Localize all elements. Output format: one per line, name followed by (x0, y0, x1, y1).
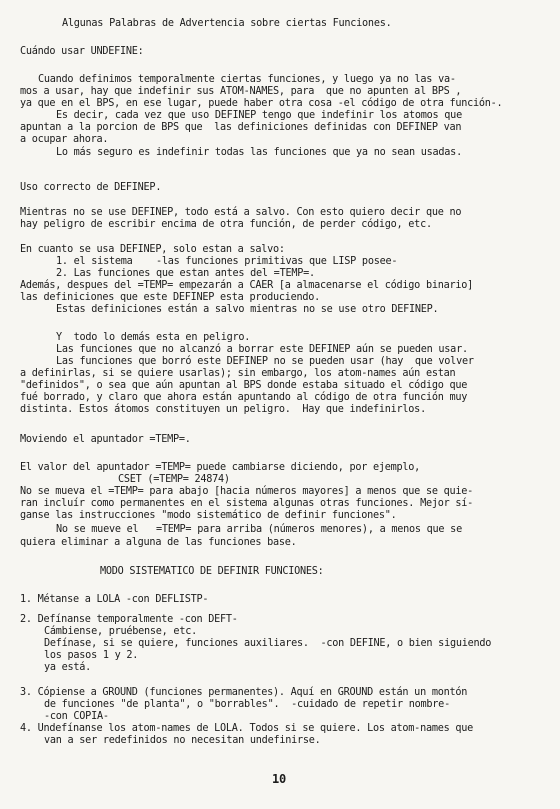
list-item-line: Defínase, si se quiere, funciones auxiliares. -con DEFINE, o bien siguiendo (44, 638, 492, 649)
list-item-line: van a ser redefinidos no necesitan undefinirse. (44, 735, 321, 746)
code-line: CSET (=TEMP= 24874) (118, 474, 230, 485)
list-item: 3. Cópiense a GROUND (funciones permanentes). Aquí en GROUND están un montón (20, 687, 468, 698)
text-line: a ocupar ahora. (20, 134, 109, 145)
page-title: Algunas Palabras de Advertencia sobre ciertas Funciones. (62, 18, 392, 29)
text-line: fué borrado, y claro que ahora están apuntando al código de otra función muy (20, 392, 468, 403)
text-line: 2. Las funciones que estan antes del =TEMP=. (56, 268, 315, 279)
list-item-line: ya está. (44, 662, 92, 673)
text-line: hay peligro de escribir encima de otra función, de perder código, etc. (20, 219, 432, 230)
text-line: distinta. Estos átomos constituyen un peligro. Hay que indefinirlos. (20, 404, 426, 415)
text-line: quiera eliminar a alguna de las funciones base. (20, 537, 297, 548)
text-line: Mientras no se use DEFINEP, todo está a salvo. Con esto quiero decir que no (20, 207, 462, 218)
text-line: Es decir, cada vez que uso DEFINEP tengo que indefinir los atomos que (56, 110, 462, 121)
text-line: Y todo lo demás esta en peligro. (56, 332, 251, 343)
list-item-line: los pasos 1 y 2. (44, 650, 139, 661)
section-heading-modo: MODO SISTEMATICO DE DEFINIR FUNCIONES: (100, 566, 324, 577)
section-heading-undefine: Cuándo usar UNDEFINE: (20, 46, 144, 57)
text-line: En cuanto se usa DEFINEP, solo estan a salvo: (20, 244, 285, 255)
text-line: "definidos", o sea que aún apuntan al BPS donde estaba situado el código que (20, 380, 468, 391)
list-item-line: Cámbiense, pruébense, etc. (44, 626, 197, 637)
text-line: Cuando definimos temporalmente ciertas funciones, y luego ya no las va- (38, 74, 456, 85)
text-line: Estas definiciones están a salvo mientras no se use otro DEFINEP. (56, 304, 439, 315)
list-item-line: de funciones "de planta", o "borrables". -cuidado de repetir nombre- (44, 699, 450, 710)
list-item: 2. Defínanse temporalmente -con DEFT- (20, 614, 238, 625)
list-item: 1. Métanse a LOLA -con DEFLISTP- (20, 594, 209, 605)
list-item: 4. Undefínanse los atom-names de LOLA. Todos si se quiere. Los atom-names que (20, 723, 474, 734)
text-line: a definirlas, si se quiere usarlas); sin embargo, los atom-names aún estan (20, 368, 456, 379)
text-line: El valor del apuntador =TEMP= puede cambiarse diciendo, por ejemplo, (20, 462, 421, 473)
text-line: Lo más seguro es indefinir todas las funciones que ya no sean usadas. (56, 147, 462, 158)
text-line: ganse las instrucciones "modo sistemático de definir funciones". (20, 510, 397, 521)
text-line: Las funciones que no alcanzó a borrar este DEFINEP aún se pueden usar. (56, 344, 468, 355)
text-line: ya que en el BPS, en ese lugar, puede haber otra cosa -el código de otra función-. (20, 98, 503, 109)
page-number: 10 (272, 772, 286, 786)
text-line: Las funciones que borró este DEFINEP no se pueden usar (hay que volver (56, 356, 474, 367)
text-line: Además, despues del =TEMP= empezarán a CAER [a almacenarse el código binario] (20, 280, 474, 291)
text-line: 1. el sistema -las funciones primitivas que LISP posee- (56, 256, 398, 267)
text-line: No se mueva el =TEMP= para abajo [hacia números mayores] a menos que se quie- (20, 486, 474, 497)
section-heading-definep: Uso correcto de DEFINEP. (20, 182, 162, 193)
text-line: apuntan a la porcion de BPS que las definiciones definidas con DEFINEP van (20, 122, 462, 133)
text-line: ran incluír como permanentes en el sistema algunas otras funciones. Mejor sí- (20, 498, 474, 509)
text-line: las definiciones que este DEFINEP esta produciendo. (20, 292, 321, 303)
text-line: mos a usar, hay que indefinir sus ATOM-NAMES, para que no apunten al BPS , (20, 86, 462, 97)
section-heading-temp: Moviendo el apuntador =TEMP=. (20, 434, 191, 445)
list-item-line: -con COPIA- (44, 711, 109, 722)
text-line: No se mueve el =TEMP= para arriba (números menores), a menos que se (56, 524, 462, 535)
